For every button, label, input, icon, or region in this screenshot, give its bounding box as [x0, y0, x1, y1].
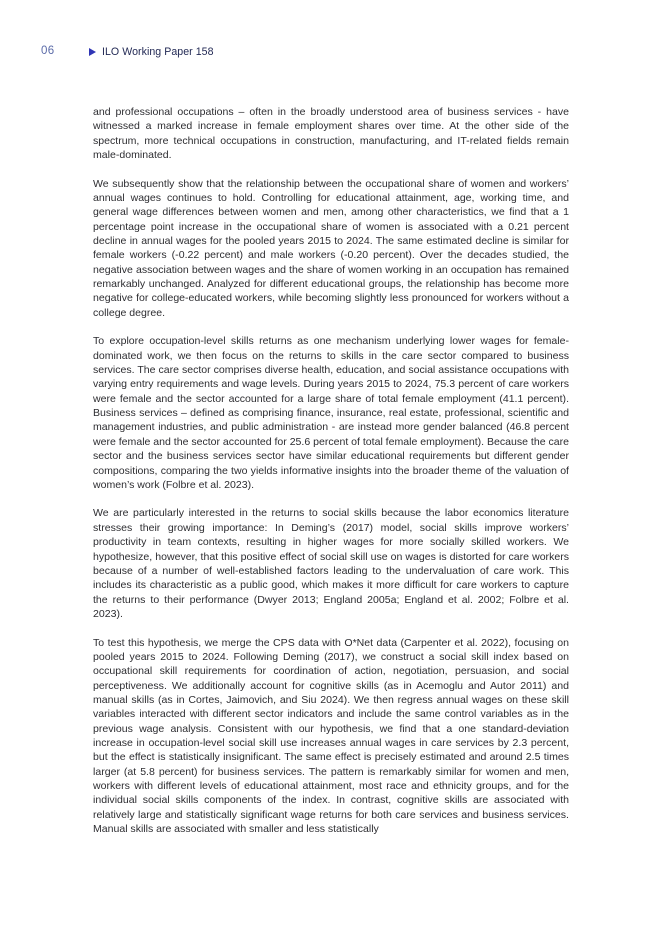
- body-paragraph: We subsequently show that the relationship between the occupational share of women and workers’ annual wages continues to hold. Controlling for educational attainment, age, working time, and general wage differences between women and men, among other characteristics, we find that a 1 percentage point increase in the occupational share of women is associated with a 0.21 percent decline in annual wages for the pooled years 2015 to 2024. The same estimated decline is similar for female workers (-0.22 percent) and male workers (-0.20 percent). Over the decades studied, the negative association between wages and the share of women working in an occupation has remained remarkably unchanged. Analyzed for different educational groups, the relationship has become more negative for college-educated workers, while becoming slightly less pronounced for workers without a college degree.: [93, 177, 569, 319]
- body-paragraph: To test this hypothesis, we merge the CPS data with O*Net data (Carpenter et al. 2022), focusing on pooled years 2015 to 2024. Following Deming (2017), we construct a social skill index based on occupational skill requirements for coordination of action, negotiation, persuasion, and social perceptiveness. We additionally account for cognitive skills (as in Acemoglu and Autor 2011) and manual skills (as in Cortes, Jaimovich, and Siu 2024). We then regress annual wages on these skill variables interacted with different sector indicators and include the same control variables as in the previous wage analysis. Consistent with our hypothesis, we find that a one standard-deviation increase in occupation-level social skill use increases annual wages in care services by 2.3 percent, but the effect is statistically insignificant. The same effect is precisely estimated and around 2.5 times larger (at 5.8 percent) for business services. The pattern is remarkably similar for women and men, workers with different levels of educational attainment, most race and ethnicity groups, and for the individual social skills components of the index. In contrast, cognitive skills are associated with relatively large and statistically significant wage returns for both care services and business services. Manual skills are associated with smaller and less statistically: [93, 636, 569, 835]
- body-paragraph: and professional occupations – often in the broadly understood area of business services - have witnessed a marked increase in female employment shares over time. At the other side of the spectrum, more technical occupations in construction, manufacturing, and IT-related fields remain male-dominated.: [93, 106, 569, 162]
- body-paragraph: We are particularly interested in the returns to social skills because the labor economics literature stresses their growing importance: In Deming’s (2017) model, social skills improve workers’ productivity in team contexts, resulting in higher wages for more socially skilled workers. We hypothesize, however, that this positive effect of social skill use on wages is distorted for care workers because of a number of well-established factors leading to the undervaluation of care work. This includes its characteristic as a public good, which makes it more difficult for care workers to capture the returns to their performance (Dwyer 2013; England 2005a; England et al. 2002; Folbre et al. 2023).: [93, 507, 569, 620]
- header-publication-title: ILO Working Paper 158: [102, 45, 214, 58]
- running-header: [0, 42, 662, 62]
- body-paragraph: To explore occupation-level skills returns as one mechanism underlying lower wages for female-dominated work, we then focus on the returns to skills in the care sector compared to business services. The care sector comprises diverse health, education, and social assistance occupations with varying entry requirements and wage levels. During years 2015 to 2024, 75.3 percent of care workers were female and the sector accounted for a large share of total female employment (41.1 percent). Business services – defined as comprising finance, insurance, real estate, professional, scientific and management industries, and public administration - are instead more gender balanced (46.8 percent were female and the sector accounted for 25.6 percent of total female employment). Because the care sector and the business services sector have similar educational requirements but different gender compositions, comparing the two yields informative insights into the broader theme of the valuation of women’s work (Folbre et al. 2023).: [93, 335, 569, 491]
- triangle-right-icon: [89, 48, 96, 56]
- page-number: 06: [41, 45, 55, 58]
- body-text-column: [93, 105, 569, 836]
